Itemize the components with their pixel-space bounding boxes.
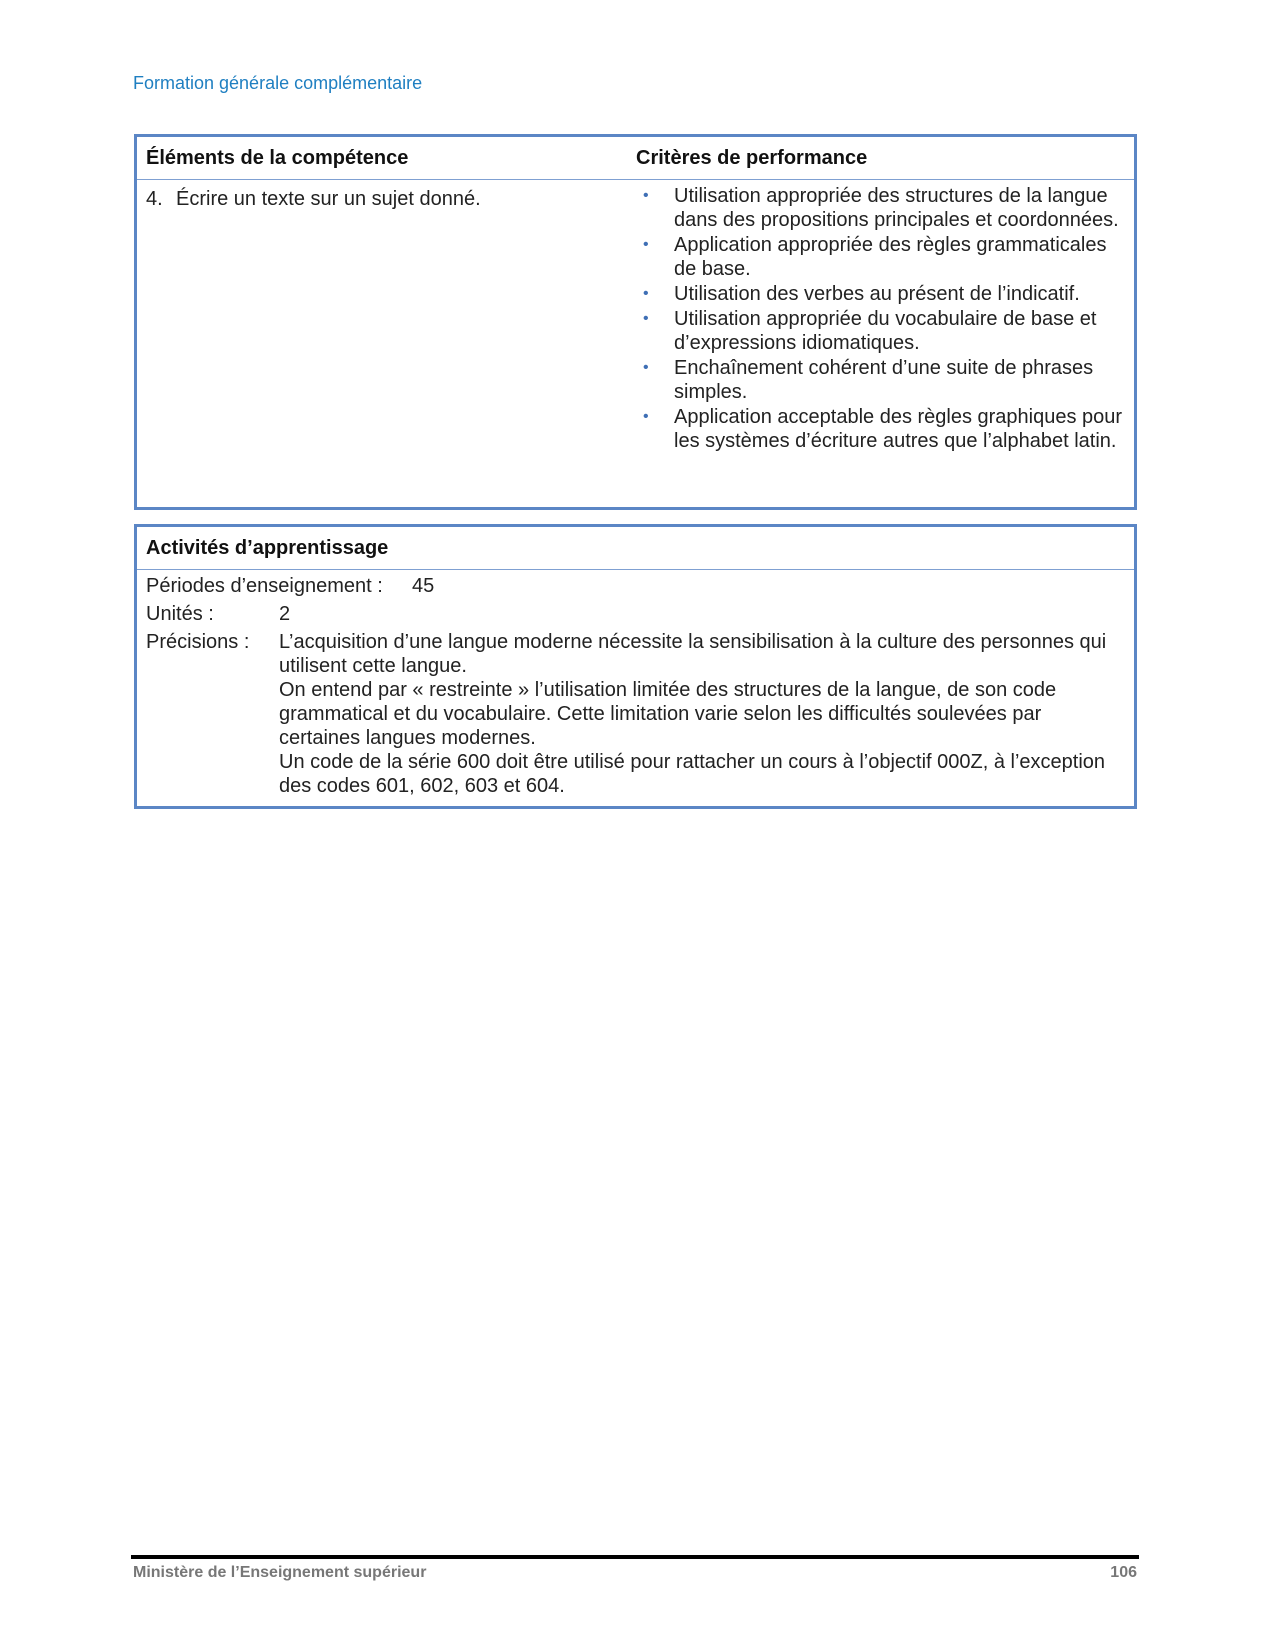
element-number: 4. [146, 188, 163, 210]
bullet-icon: • [643, 236, 649, 253]
criteria-item [636, 282, 1134, 306]
units-row [146, 602, 1124, 626]
competence-table-body [137, 180, 1134, 454]
criteria-text: Enchaînement cohérent d’une suite de phrases simples. [674, 357, 1094, 403]
criteria-item [636, 233, 1134, 281]
column-header-criteria: Critères de performance [636, 146, 868, 169]
bullet-icon: • [643, 408, 649, 425]
bullet-icon: • [643, 285, 649, 302]
bullet-icon: • [643, 359, 649, 376]
element-item [137, 180, 636, 211]
competence-table [134, 134, 1137, 510]
criteria-item [636, 184, 1134, 232]
details-text [279, 630, 1124, 798]
bullet-icon: • [643, 310, 649, 327]
periods-row [146, 574, 1124, 598]
footer-publisher: Ministère de l’Enseignement supérieur [133, 1564, 427, 1581]
activities-body [137, 570, 1134, 798]
footer-divider [131, 1555, 1139, 1559]
units-value: 2 [279, 603, 291, 625]
running-header: Formation générale complémentaire [133, 73, 423, 93]
activities-table [134, 524, 1137, 809]
criteria-text: Application appropriée des règles grammaticales de base. [674, 234, 1107, 280]
units-label: Unités : [146, 603, 214, 625]
bullet-icon: • [643, 187, 649, 204]
activities-title: Activités d’apprentissage [137, 527, 1134, 570]
page-number: 106 [1110, 1564, 1137, 1581]
criteria-text: Utilisation des verbes au présent de l’indicatif. [674, 283, 1080, 305]
criteria-text: Utilisation appropriée des structures de la langue dans des propositions principales et coordonnées. [674, 185, 1119, 231]
criteria-text: Utilisation appropriée du vocabulaire de base et d’expressions idiomatiques. [674, 308, 1097, 354]
details-paragraph: Un code de la série 600 doit être utilisé pour rattacher un cours à l’objectif 000Z, à l’exception des codes 601, 602, 603 et 604. [279, 751, 1106, 797]
criteria-item [636, 405, 1134, 453]
details-row [146, 630, 1124, 798]
column-header-elements: Éléments de la compétence [146, 146, 409, 169]
criteria-item [636, 307, 1134, 355]
details-paragraph: On entend par « restreinte » l’utilisation limitée des structures de la langue, de son code grammatical et du vocabulaire. Cette limitation varie selon les difficultés soulevées par certaines langues modernes. [279, 679, 1057, 749]
periods-value: 45 [412, 575, 435, 597]
criteria-text: Application acceptable des règles graphiques pour les systèmes d’écriture autres que l’alphabet latin. [674, 406, 1123, 452]
details-paragraph: L’acquisition d’une langue moderne nécessite la sensibilisation à la culture des personnes qui utilisent cette langue. [279, 631, 1107, 677]
criteria-cell [636, 180, 1134, 454]
criteria-list [636, 180, 1134, 453]
criteria-item [636, 356, 1134, 404]
elements-cell [137, 180, 636, 454]
periods-label: Périodes d’enseignement : [146, 575, 383, 597]
competence-table-header [137, 137, 1134, 180]
details-label: Précisions : [146, 631, 250, 653]
element-text: Écrire un texte sur un sujet donné. [176, 188, 481, 210]
